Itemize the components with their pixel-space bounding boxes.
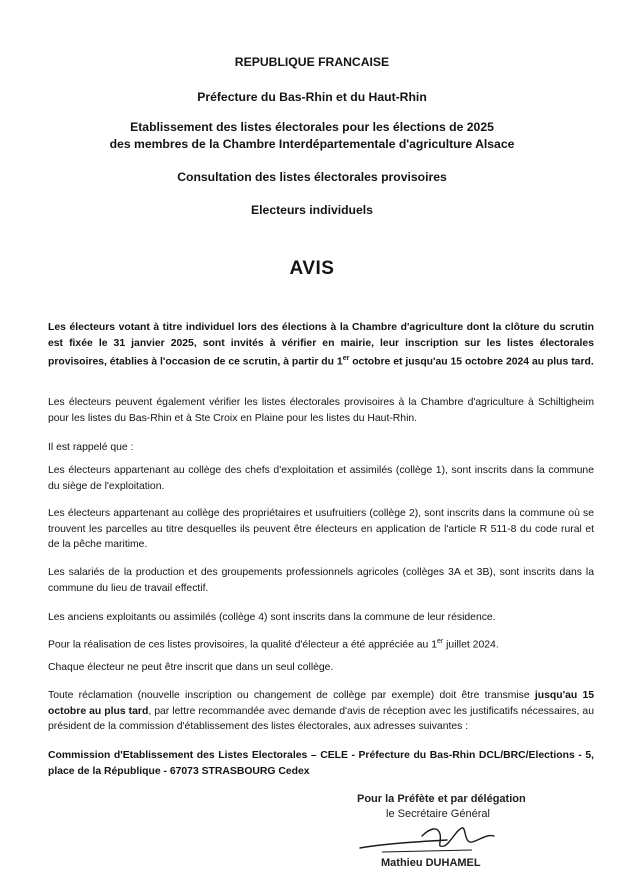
signature-line-1: Pour la Préfète et par délégation [357, 793, 526, 805]
date-end: juillet 2024. [443, 639, 499, 651]
reclamation-end: , par lettre recommandée avec demande d'avis de réception avec les justificatifs nécessaires, au président de la commission d'établissement des listes électorales, aux adresses suivantes : [48, 705, 594, 732]
reclamation-deadline: jusqu'au 15 octobre au plus tard [48, 690, 595, 717]
paragraph-college-2: Les électeurs appartenant au collège des propriétaires et usufruitiers (collège 2), sont inscrits dans la commune où se trouvent les parcelles au titre desquelles ils peuvent être électeurs en application de l'article R 511-8 du code rural et de la pêche maritime. [48, 508, 594, 550]
title-line-1: Etablissement des listes électorales pour les élections de 2025 [130, 120, 494, 134]
intro-paragraph [48, 320, 594, 370]
intro-sup: er [342, 355, 350, 362]
paragraph-date [48, 634, 594, 653]
intro-end: octobre et jusqu'au 15 octobre 2024 au plus tard. [349, 356, 594, 368]
paragraph-reminder: Il est rappelé que : [48, 442, 134, 453]
paragraph-college-3: Les salariés de la production et des groupements professionnels agricoles (collèges 3A et 3B), sont inscrits dans la commune du lieu de travail effectif. [48, 567, 594, 594]
paragraph-reclamation [48, 688, 594, 735]
paragraph-single-college: Chaque électeur ne peut être inscrit que dans un seul collège. [48, 662, 334, 673]
address-paragraph: Commission d'Etablissement des Listes Electorales – CELE - Préfecture du Bas-Rhin DCL/BRC/Elections - 5, place de la République - 67073 STRASBOURG Cedex [48, 750, 594, 777]
paragraph-college-1: Les électeurs appartenant au collège des chefs d'exploitation et assimilés (collège 1), sont inscrits dans la commune du siège de l'exploitation. [48, 465, 594, 492]
date-text: Pour la réalisation de ces listes provisoires, la qualité d'électeur a été appréciée au 1 [48, 639, 437, 651]
intro-sup-number: 1 [336, 356, 343, 368]
paragraph-college-4: Les anciens exploitants ou assimilés (collège 4) sont inscrits dans la commune de leur résidence. [48, 612, 496, 623]
intro-text: Les électeurs votant à titre individuel lors des élections à la Chambre d'agriculture dont la clôture du scrutin est fixée le 31 janvier 2025, sont invités à vérifier en mairie, leur inscription sur les listes électorales provisoires, établies à l'occasion de ce scrutin, à partir du [48, 322, 594, 368]
handwritten-signature [352, 824, 502, 854]
avis-title: AVIS [289, 258, 335, 279]
title-line-2: des membres de la Chambre Interdépartementale d'agriculture Alsace [109, 137, 515, 151]
signatory-name: Mathieu DUHAMEL [381, 857, 481, 869]
reclamation-text: Toute réclamation (nouvelle inscription ou changement de collège par exemple) doit être transmise [48, 690, 535, 701]
date-sup: er [436, 638, 444, 645]
republic-heading: REPUBLIQUE FRANCAISE [234, 55, 390, 69]
signature-line-2: le Secrétaire Général [386, 808, 490, 820]
subtitle-heading: Consultation des listes électorales provisoires [177, 170, 447, 184]
category-heading: Electeurs individuels [251, 203, 373, 217]
prefecture-heading: Préfecture du Bas-Rhin et du Haut-Rhin [197, 90, 427, 104]
paragraph-consult: Les électeurs peuvent également vérifier les listes électorales provisoires à la Chambre d'agriculture à Schiltigheim pour les listes du Bas-Rhin et à Ste Croix en Plaine pour les listes du Haut-Rhin. [48, 397, 594, 424]
